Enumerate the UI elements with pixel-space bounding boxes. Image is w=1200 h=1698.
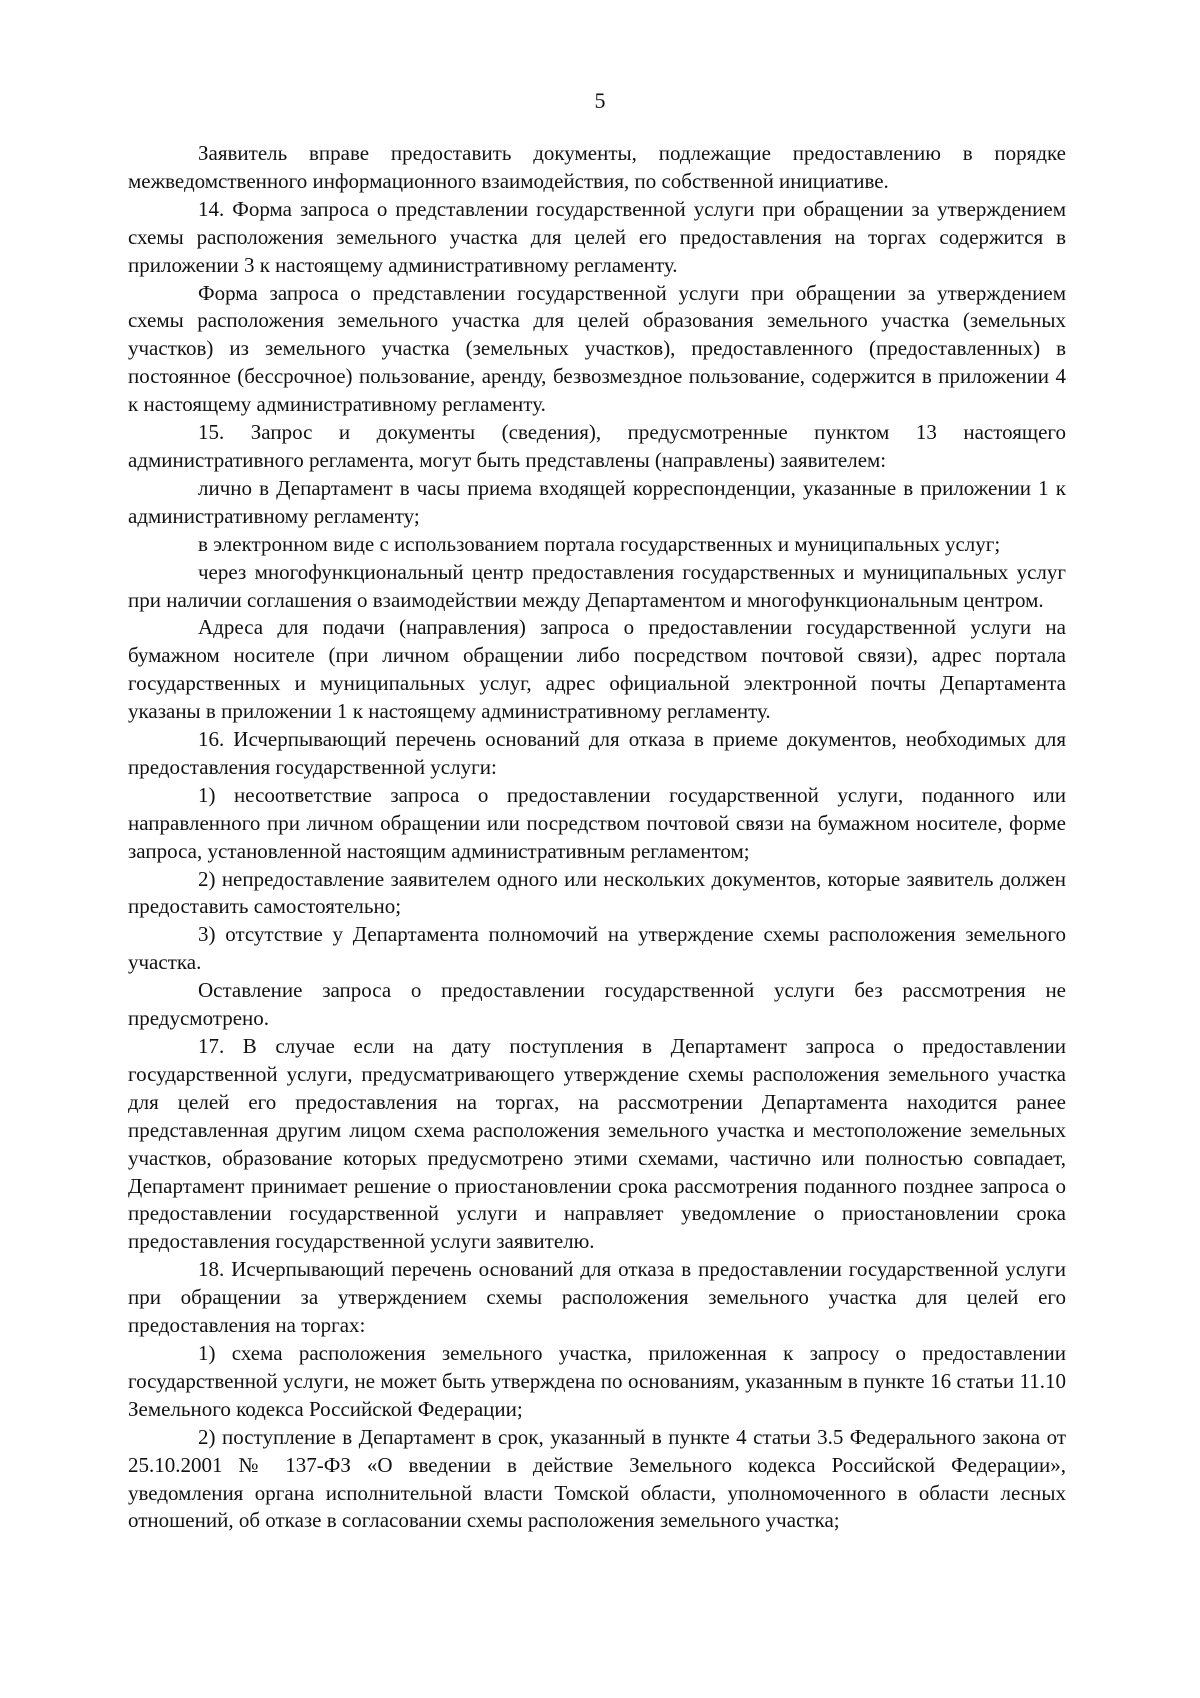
paragraph: 14. Форма запроса о представлении государственной услуги при обращении за утверждением схемы расположения земельного участка для целей его предоставления на торгах содержится в приложении 3 к настоящему административному регламенту. xyxy=(128,196,1066,277)
paragraph: 18. Исчерпывающий перечень оснований для отказа в предоставлении государственной услуги при обращении за утверждением схемы расположения земельного участка для целей его предоставления на торгах: xyxy=(128,1257,1066,1338)
paragraph: через многофункциональный центр предоставления государственных и муниципальных услуг при наличии соглашения о взаимодействии между Департаментом и многофункциональным центром. xyxy=(128,559,1066,612)
paragraph: Заявитель вправе предоставить документы, подлежащие предоставлению в порядке межведомственного информационного взаимодействия, по собственной инициативе. xyxy=(128,141,1066,193)
paragraph: Адреса для подачи (направления) запроса о предоставлении государственной услуги на бумажном носителе (при личном обращении либо посредством почтовой связи), адрес портала государственных и муниципальных услуг, адрес официальной электронной почты Департамента указаны в приложении 1 к настоящему административному регламенту. xyxy=(128,615,1066,724)
page-number: 5 xyxy=(594,88,606,113)
paragraph: Форма запроса о представлении государственной услуги при обращении за утверждением схемы расположения земельного участка для целей образования земельного участка (земельных участков) из земельного участка (земельных участков), предоставленного (предоставленных) в постоянное (бессрочное) пользование, аренду, безвозмездное пользование, содержится в приложении 4 к настоящему административному регламенту. xyxy=(128,280,1066,417)
paragraph: 15. Запрос и документы (сведения), предусмотренные пунктом 13 настоящего административного регламента, могут быть представлены (направлены) заявителем: xyxy=(128,420,1066,472)
document-body xyxy=(128,140,1066,1535)
paragraph: 1) несоответствие запроса о предоставлении государственной услуги, поданного или направленного при личном обращении или посредством почтовой связи на бумажном носителе, форме запроса, установленной настоящим административным регламентом; xyxy=(128,782,1066,863)
paragraph: Оставление запроса о предоставлении государственной услуги без рассмотрения не предусмотрено. xyxy=(128,978,1066,1031)
paragraph: в электронном виде с использованием портала государственных и муниципальных услуг; xyxy=(198,531,1001,556)
paragraph: 1) схема расположения земельного участка, приложенная к запросу о предоставлении государственной услуги, не может быть утверждена по основаниям, указанным в пункте 16 статьи 11.10 Земельного кодекса Российской Федерации; xyxy=(128,1340,1066,1421)
paragraph: 16. Исчерпывающий перечень оснований для отказа в приеме документов, необходимых для предоставления государственной услуги: xyxy=(128,727,1066,779)
paragraph: 3) отсутствие у Департамента полномочий на утверждение схемы расположения земельного участка. xyxy=(128,922,1066,975)
paragraph: 2) непредоставление заявителем одного или нескольких документов, которые заявитель должен предоставить самостоятельно; xyxy=(128,866,1066,919)
paragraph: 17. В случае если на дату поступления в Департамент запроса о предоставлении государственной услуги, предусматривающего утверждение схемы расположения земельного участка для целей его предоставления на торгах, на рассмотрении Департамента находится ранее представленная другим лицом схема расположения земельного участка и местоположение земельных участков, образование которых предусмотрено этими схемами, частично или полностью совпадает, Департамент принимает решение о приостановлении срока рассмотрения поданного позднее запроса о предоставлении государственной услуги и направляет уведомление о приостановлении срока предоставления государственной услуги заявителю. xyxy=(128,1034,1066,1254)
paragraph: лично в Департамент в часы приема входящей корреспонденции, указанные в приложении 1 к административному регламенту; xyxy=(128,475,1066,528)
paragraph: 2) поступление в Департамент в срок, указанный в пункте 4 статьи 3.5 Федерального закона от 25.10.2001 № 137-ФЗ «О введении в действие Земельного кодекса Российской Федерации», уведомления органа исполнительной власти Томской области, уполномоченного в области лесных отношений, об отказе в согласовании схемы расположения земельного участка; xyxy=(128,1424,1066,1533)
